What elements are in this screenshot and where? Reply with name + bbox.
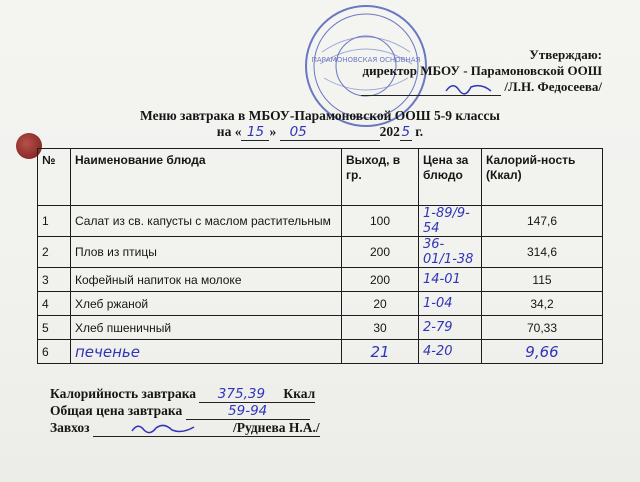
date-prefix: на «	[216, 124, 242, 139]
calories-summary	[50, 386, 320, 403]
row-dish-name: Плов из птицы	[71, 237, 342, 268]
approval-block	[361, 47, 602, 96]
row-dish-name: Салат из св. капусты с маслом растительным	[71, 206, 342, 237]
menu-title-line: Меню завтрака в МБОУ-Парамоновской ООШ 5-9 классы	[140, 108, 500, 123]
price-value: 59-94	[228, 403, 268, 419]
menu-date-line	[0, 124, 640, 141]
header-number: №	[38, 149, 71, 206]
row-calories: 314,6	[482, 237, 603, 268]
row-output: 200	[342, 237, 419, 268]
row-number: 5	[38, 316, 71, 340]
table-row	[38, 340, 603, 364]
header-price: Цена за блюдо	[419, 149, 482, 206]
row-calories: 70,33	[482, 316, 603, 340]
row-number: 4	[38, 292, 71, 316]
row-calories: 147,6	[482, 206, 603, 237]
row-price: 2-79	[419, 316, 482, 340]
calories-label: Калорийность завтрака	[50, 386, 197, 401]
date-mid: »	[269, 124, 277, 139]
table-row	[38, 237, 603, 268]
row-dish-name: печенье	[71, 340, 342, 364]
director-signature	[441, 81, 501, 95]
date-year-suffix: г.	[415, 124, 424, 139]
manager-signature	[128, 422, 198, 436]
date-year-prefix: 202	[379, 124, 400, 139]
row-number: 2	[38, 237, 71, 268]
row-dish-name: Хлеб ржаной	[71, 292, 342, 316]
row-price: 1-89/9-54	[419, 206, 482, 237]
stamp-text: ПАРАМОНОВСКАЯ ОСНОВНАЯ	[311, 56, 421, 64]
calories-value: 375,39	[217, 386, 266, 402]
table-row	[38, 316, 603, 340]
header-calories: Калорий-ность (Ккал)	[482, 149, 603, 206]
header-output: Выход, в гр.	[342, 149, 419, 206]
row-dish-name: Хлеб пшеничный	[71, 316, 342, 340]
manager-label: Завхоз	[50, 420, 90, 435]
table-row	[38, 268, 603, 292]
table-row	[38, 292, 603, 316]
approval-position: директор МБОУ - Парамоновской ООШ	[362, 63, 602, 78]
summary-block	[50, 386, 320, 437]
approval-signature-line	[361, 79, 602, 96]
date-day: 15	[246, 124, 265, 140]
row-dish-name: Кофейный напиток на молоке	[71, 268, 342, 292]
manager-summary	[50, 420, 320, 437]
menu-title	[0, 108, 640, 141]
approval-title: Утверждаю:	[529, 47, 602, 62]
row-price: 14-01	[419, 268, 482, 292]
row-price: 4-20	[419, 340, 482, 364]
header-dish-name: Наименование блюда	[71, 149, 342, 206]
row-price: 36-01/1-38	[419, 237, 482, 268]
menu-table	[37, 148, 603, 364]
row-number: 1	[38, 206, 71, 237]
row-price: 1-04	[419, 292, 482, 316]
signature-underline	[361, 79, 501, 96]
row-output: 20	[342, 292, 419, 316]
date-year-digit: 5	[401, 124, 411, 140]
table-row	[38, 206, 603, 237]
row-output: 21	[342, 340, 419, 364]
date-month: 05	[289, 124, 307, 140]
row-number: 6	[38, 340, 71, 364]
price-label: Общая цена завтрака	[50, 403, 183, 418]
manager-signature-line	[93, 420, 233, 437]
row-calories: 9,66	[482, 340, 603, 364]
manager-name: /Руднева Н.А./	[232, 420, 320, 435]
row-calories: 34,2	[482, 292, 603, 316]
row-output: 200	[342, 268, 419, 292]
table-header-row	[38, 149, 603, 206]
director-name: /Л.Н. Федосеева/	[504, 79, 602, 94]
row-output: 30	[342, 316, 419, 340]
row-number: 3	[38, 268, 71, 292]
row-output: 100	[342, 206, 419, 237]
calories-unit: Ккал	[283, 386, 316, 401]
price-summary	[50, 403, 320, 420]
row-calories: 115	[482, 268, 603, 292]
